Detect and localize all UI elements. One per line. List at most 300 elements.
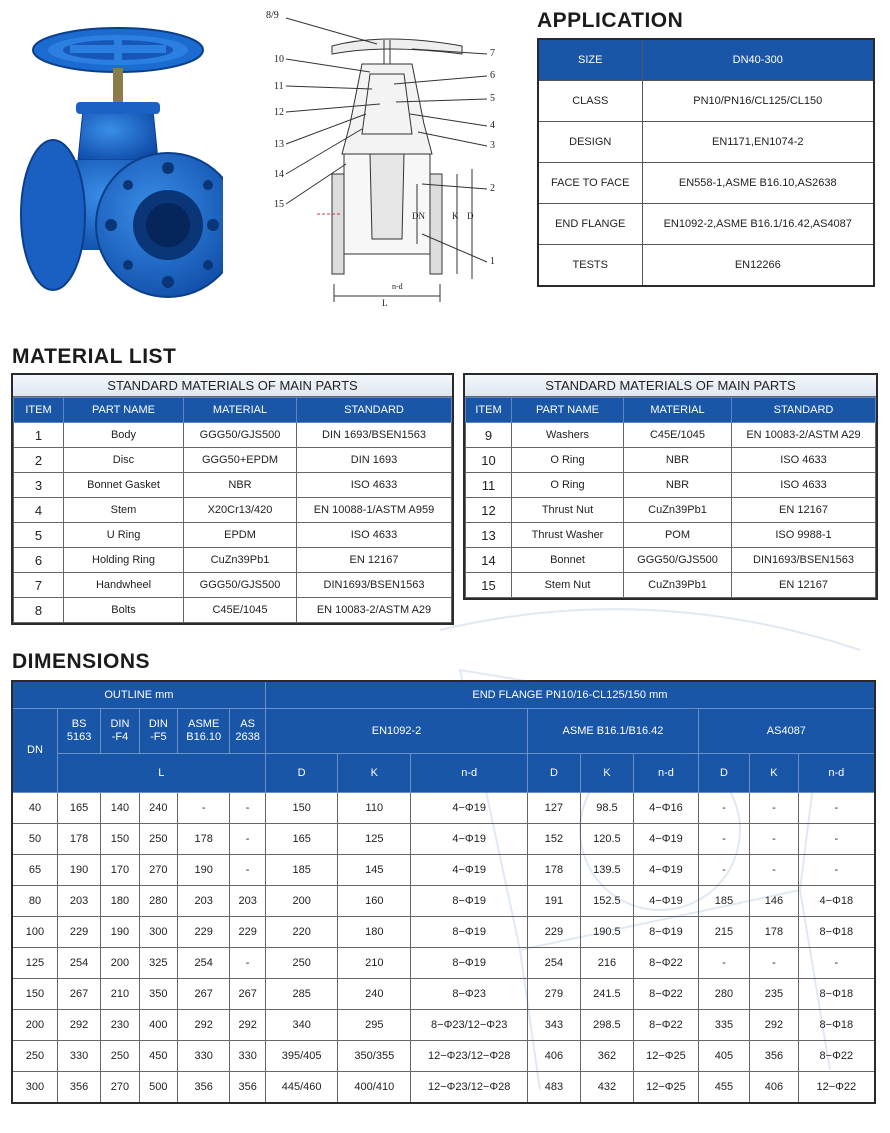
dimension-cell: 203 (177, 886, 229, 917)
material: EPDM (184, 523, 297, 548)
table-row (14, 573, 452, 598)
callout-10: 10 (274, 54, 284, 65)
table-row (14, 548, 452, 573)
application-heading: APPLICATION (537, 9, 684, 32)
dimension-cell: 12−Φ22 (798, 1072, 875, 1104)
dimension-cell: 8−Φ18 (798, 979, 875, 1010)
dimension-cell: - (230, 793, 265, 824)
dimension-cell: 250 (139, 824, 177, 855)
dimension-cell: 343 (528, 1010, 580, 1041)
material-col-header: PART NAME (512, 398, 624, 423)
dimension-cell: - (750, 824, 798, 855)
dimension-cell: 8−Φ19 (411, 886, 528, 917)
item-number: 3 (14, 473, 64, 498)
material: CuZn39Pb1 (624, 573, 732, 598)
din-f4-header: DIN -F4 (101, 709, 139, 754)
item-number: 12 (466, 498, 512, 523)
dimension-cell: 292 (230, 1010, 265, 1041)
application-table (537, 38, 875, 287)
part-name: Thrust Washer (512, 523, 624, 548)
dimension-cell: 230 (101, 1010, 139, 1041)
dimensions-heading: DIMENSIONS (12, 650, 151, 673)
dimension-cell: 254 (177, 948, 229, 979)
dimension-cell: 235 (750, 979, 798, 1010)
material: GGG50/GJS500 (184, 423, 297, 448)
dimension-cell: 152 (528, 824, 580, 855)
callout-14: 14 (274, 169, 284, 180)
end-flange-header: END FLANGE PN10/16-CL125/150 mm (265, 681, 875, 709)
dimension-cell: 8−Φ22 (798, 1041, 875, 1072)
material: CuZn39Pb1 (184, 548, 297, 573)
dimension-cell: 150 (12, 979, 57, 1010)
dimension-cell: 200 (12, 1010, 57, 1041)
dimension-cell: 356 (57, 1072, 100, 1104)
dimension-cell: 8−Φ19 (634, 917, 699, 948)
standard: EN 12167 (297, 548, 452, 573)
item-number: 8 (14, 598, 64, 623)
dimension-cell: - (698, 824, 749, 855)
dimension-cell: 50 (12, 824, 57, 855)
dimension-cell: - (798, 948, 875, 979)
dimension-cell: 395/405 (265, 1041, 338, 1072)
dimension-cell: 8−Φ18 (798, 1010, 875, 1041)
standard: DIN1693/BSEN1563 (297, 573, 452, 598)
material: NBR (624, 448, 732, 473)
dimension-cell: 4−Φ16 (634, 793, 699, 824)
standard: EN 12167 (732, 573, 876, 598)
dimension-cell: 241.5 (580, 979, 633, 1010)
dimension-cell: 8−Φ22 (634, 948, 699, 979)
dimension-cell: 229 (57, 917, 100, 948)
dimension-cell: 285 (265, 979, 338, 1010)
dimension-cell: 185 (265, 855, 338, 886)
callout-4: 4 (490, 120, 495, 131)
dimension-cell: 80 (12, 886, 57, 917)
dimension-cell: 190 (101, 917, 139, 948)
standard: ISO 4633 (732, 448, 876, 473)
dimension-cell: 8−Φ19 (411, 948, 528, 979)
dimension-cell: 160 (338, 886, 411, 917)
dimension-cell: 152.5 (580, 886, 633, 917)
dimension-cell: 170 (101, 855, 139, 886)
watermark-drawing (400, 590, 870, 1110)
dimension-cell: 254 (528, 948, 580, 979)
part-name: O Ring (512, 473, 624, 498)
callout-1: 1 (490, 256, 495, 267)
dimension-cell: 8−Φ18 (798, 917, 875, 948)
dimension-cell: - (230, 855, 265, 886)
dimension-cell: 203 (57, 886, 100, 917)
dimension-cell: 300 (12, 1072, 57, 1104)
table-row (14, 498, 452, 523)
application-row (538, 204, 874, 245)
dimension-cell: - (798, 824, 875, 855)
dimension-cell: 127 (528, 793, 580, 824)
dimension-cell: 406 (528, 1041, 580, 1072)
en1092-header: EN1092-2 (265, 709, 527, 754)
dim-d: D (467, 211, 474, 221)
dimension-cell: 4−Φ18 (798, 886, 875, 917)
dimension-cell: 4−Φ19 (634, 824, 699, 855)
dimension-cell: 12−Φ25 (634, 1041, 699, 1072)
dimension-cell: 210 (338, 948, 411, 979)
standard: EN 12167 (732, 498, 876, 523)
part-name: Thrust Nut (512, 498, 624, 523)
dimension-cell: 445/460 (265, 1072, 338, 1104)
dimension-cell: 350/355 (338, 1041, 411, 1072)
callout-5: 5 (490, 93, 495, 104)
material: GGG50/GJS500 (624, 548, 732, 573)
dimension-cell: 165 (57, 793, 100, 824)
dimension-cell: 200 (101, 948, 139, 979)
item-number: 7 (14, 573, 64, 598)
nd-header: n-d (411, 754, 528, 793)
part-name: Bonnet (512, 548, 624, 573)
dimension-cell: 210 (101, 979, 139, 1010)
dimension-cell: 300 (139, 917, 177, 948)
dimension-cell: - (750, 793, 798, 824)
part-name: Handwheel (64, 573, 184, 598)
material-table-title: STANDARD MATERIALS OF MAIN PARTS (465, 375, 876, 397)
dimension-cell: 340 (265, 1010, 338, 1041)
material-header-row (14, 398, 452, 423)
dimension-cell: 229 (177, 917, 229, 948)
dimension-cell: 140 (101, 793, 139, 824)
application-row (538, 245, 874, 287)
dimension-cell: 4−Φ19 (634, 855, 699, 886)
application-value: EN558-1,ASME B16.10,AS2638 (642, 163, 874, 204)
dimension-cell: 8−Φ23/12−Φ23 (411, 1010, 528, 1041)
dimension-cell: 178 (57, 824, 100, 855)
material-col-header: ITEM (466, 398, 512, 423)
table-row (466, 498, 876, 523)
dimension-cell: 12−Φ23/12−Φ28 (411, 1072, 528, 1104)
dimension-cell: 178 (177, 824, 229, 855)
asme-b16-1-header: ASME B16.1/B16.42 (528, 709, 699, 754)
sectional-drawing (262, 4, 507, 309)
callout-8-9: 8/9 (266, 10, 279, 21)
dimension-cell: 450 (139, 1041, 177, 1072)
material-col-header: PART NAME (64, 398, 184, 423)
dimension-cell: 12−Φ25 (634, 1072, 699, 1104)
table-row (14, 448, 452, 473)
dimension-cell: - (698, 855, 749, 886)
nd-header: n-d (634, 754, 699, 793)
valve-photo (8, 20, 223, 315)
dimension-cell: 146 (750, 886, 798, 917)
table-row (14, 523, 452, 548)
dim-l: L (382, 298, 388, 308)
application-value: EN1092-2,ASME B16.1/16.42,AS4087 (642, 204, 874, 245)
dimension-cell: 250 (101, 1041, 139, 1072)
dimension-cell: 185 (698, 886, 749, 917)
part-name: Washers (512, 423, 624, 448)
item-number: 2 (14, 448, 64, 473)
dimension-cell: 250 (265, 948, 338, 979)
dimension-cell: 8−Φ23 (411, 979, 528, 1010)
standard: ISO 9988-1 (732, 523, 876, 548)
l-header: L (57, 754, 265, 793)
dimension-cell: 178 (528, 855, 580, 886)
table-row (14, 598, 452, 623)
k-header: K (580, 754, 633, 793)
dimension-cell: 280 (698, 979, 749, 1010)
material-col-header: MATERIAL (624, 398, 732, 423)
material-list-heading: MATERIAL LIST (12, 345, 177, 368)
dimension-cell: 280 (139, 886, 177, 917)
material-col-header: MATERIAL (184, 398, 297, 423)
callout-12: 12 (274, 107, 284, 118)
dimension-cell: 165 (265, 824, 338, 855)
material: C45E/1045 (184, 598, 297, 623)
as4087-header: AS4087 (698, 709, 875, 754)
din-f5-header: DIN -F5 (139, 709, 177, 754)
dimension-cell: 203 (230, 886, 265, 917)
table-row (466, 423, 876, 448)
dimension-cell: 145 (338, 855, 411, 886)
callout-2: 2 (490, 183, 495, 194)
dimension-cell: 405 (698, 1041, 749, 1072)
standard: DIN1693/BSEN1563 (732, 548, 876, 573)
item-number: 1 (14, 423, 64, 448)
dimension-cell: 267 (177, 979, 229, 1010)
dimension-cell: 400 (139, 1010, 177, 1041)
standard: DIN 1693 (297, 448, 452, 473)
material: GGG50+EPDM (184, 448, 297, 473)
standard: DIN 1693/BSEN1563 (297, 423, 452, 448)
part-name: O Ring (512, 448, 624, 473)
material-col-header: STANDARD (297, 398, 452, 423)
standard: EN 10083-2/ASTM A29 (297, 598, 452, 623)
dimension-cell: 240 (338, 979, 411, 1010)
material: CuZn39Pb1 (624, 498, 732, 523)
item-number: 9 (466, 423, 512, 448)
dimension-cell: 4−Φ19 (411, 824, 528, 855)
dim-nd: n-d (392, 282, 403, 291)
d-header: D (528, 754, 580, 793)
table-row (14, 473, 452, 498)
dimension-cell: 267 (57, 979, 100, 1010)
material-table-left (11, 373, 454, 625)
dimension-cell: 330 (177, 1041, 229, 1072)
dimension-cell: 150 (265, 793, 338, 824)
dimension-cell: 125 (338, 824, 411, 855)
dim-dn: DN (412, 211, 425, 221)
dimension-cell: 455 (698, 1072, 749, 1104)
item-number: 14 (466, 548, 512, 573)
material-header-row (466, 398, 876, 423)
dimension-cell: - (750, 948, 798, 979)
table-row (14, 423, 452, 448)
dimension-cell: 110 (338, 793, 411, 824)
part-name: U Ring (64, 523, 184, 548)
part-name: Stem (64, 498, 184, 523)
application-value: EN1171,EN1074-2 (642, 122, 874, 163)
dimension-cell: 500 (139, 1072, 177, 1104)
dimension-cell: 8−Φ22 (634, 979, 699, 1010)
dimension-cell: 191 (528, 886, 580, 917)
dimension-cell: 139.5 (580, 855, 633, 886)
dimension-cell: 4−Φ19 (634, 886, 699, 917)
dimension-cell: 362 (580, 1041, 633, 1072)
dimension-cell: 292 (750, 1010, 798, 1041)
dimension-cell: 215 (698, 917, 749, 948)
dimension-cell: 200 (265, 886, 338, 917)
dimension-cell: 4−Φ19 (411, 855, 528, 886)
application-label: END FLANGE (538, 204, 642, 245)
standard: EN 10088-1/ASTM A959 (297, 498, 452, 523)
application-label: TESTS (538, 245, 642, 287)
part-name: Holding Ring (64, 548, 184, 573)
table-row (466, 523, 876, 548)
material: X20Cr13/420 (184, 498, 297, 523)
dimension-cell: 432 (580, 1072, 633, 1104)
item-number: 15 (466, 573, 512, 598)
standard: ISO 4633 (297, 523, 452, 548)
dimension-cell: 270 (139, 855, 177, 886)
dimension-cell: 120.5 (580, 824, 633, 855)
standard: ISO 4633 (297, 473, 452, 498)
dimension-cell: 292 (177, 1010, 229, 1041)
dimension-cell: 125 (12, 948, 57, 979)
dimension-cell: 295 (338, 1010, 411, 1041)
application-label: CLASS (538, 81, 642, 122)
dimension-cell: - (798, 855, 875, 886)
dimension-cell: 216 (580, 948, 633, 979)
k-header: K (338, 754, 411, 793)
dimension-cell: 483 (528, 1072, 580, 1104)
dimension-cell: 400/410 (338, 1072, 411, 1104)
dimension-cell: 356 (750, 1041, 798, 1072)
dimension-cell: 8−Φ22 (634, 1010, 699, 1041)
dimension-cell: 220 (265, 917, 338, 948)
dimension-cell: 270 (101, 1072, 139, 1104)
application-row (538, 163, 874, 204)
dimension-cell: 279 (528, 979, 580, 1010)
dimension-cell: - (698, 948, 749, 979)
dimension-cell: 298.5 (580, 1010, 633, 1041)
callout-15: 15 (274, 199, 284, 210)
asme-b16-10-header: ASME B16.10 (177, 709, 229, 754)
dimension-cell: 150 (101, 824, 139, 855)
outline-header: OUTLINE mm (12, 681, 265, 709)
standard: ISO 4633 (732, 473, 876, 498)
callout-3: 3 (490, 140, 495, 151)
dn-header: DN (12, 709, 57, 793)
dimension-cell: 356 (230, 1072, 265, 1104)
part-name: Bonnet Gasket (64, 473, 184, 498)
application-value: EN12266 (642, 245, 874, 287)
material-table-title: STANDARD MATERIALS OF MAIN PARTS (13, 375, 452, 397)
application-label: FACE TO FACE (538, 163, 642, 204)
table-row (466, 548, 876, 573)
application-value: PN10/PN16/CL125/CL150 (642, 81, 874, 122)
dimension-cell: 190.5 (580, 917, 633, 948)
material-col-header: ITEM (14, 398, 64, 423)
dimension-cell: 229 (230, 917, 265, 948)
part-name: Disc (64, 448, 184, 473)
part-name: Bolts (64, 598, 184, 623)
item-number: 5 (14, 523, 64, 548)
application-label: SIZE (538, 39, 642, 81)
d-header: D (698, 754, 749, 793)
dimension-cell: 330 (57, 1041, 100, 1072)
dimension-cell: - (177, 793, 229, 824)
d-header: D (265, 754, 338, 793)
dimension-cell: 180 (338, 917, 411, 948)
dimension-cell: 325 (139, 948, 177, 979)
dimension-cell: 267 (230, 979, 265, 1010)
material-table-right (463, 373, 878, 600)
callout-11: 11 (274, 81, 284, 92)
table-row (466, 473, 876, 498)
dim-k: K (452, 211, 459, 221)
application-row (538, 81, 874, 122)
dimension-cell: 180 (101, 886, 139, 917)
dimension-cell: 40 (12, 793, 57, 824)
item-number: 6 (14, 548, 64, 573)
dimension-cell: 190 (177, 855, 229, 886)
material: C45E/1045 (624, 423, 732, 448)
material-col-header: STANDARD (732, 398, 876, 423)
dimension-cell: 65 (12, 855, 57, 886)
dimension-cell: 4−Φ19 (411, 793, 528, 824)
dimension-cell: 350 (139, 979, 177, 1010)
dimension-cell: 12−Φ23/12−Φ28 (411, 1041, 528, 1072)
application-row (538, 39, 874, 81)
callout-13: 13 (274, 139, 284, 150)
item-number: 11 (466, 473, 512, 498)
dimension-cell: 330 (230, 1041, 265, 1072)
dimension-cell: - (230, 824, 265, 855)
as2638-header: AS 2638 (230, 709, 265, 754)
dimension-cell: 190 (57, 855, 100, 886)
dimension-cell: 356 (177, 1072, 229, 1104)
standard: EN 10083-2/ASTM A29 (732, 423, 876, 448)
dimension-cell: 178 (750, 917, 798, 948)
material: NBR (184, 473, 297, 498)
item-number: 13 (466, 523, 512, 548)
dimension-cell: 8−Φ19 (411, 917, 528, 948)
material: NBR (624, 473, 732, 498)
item-number: 4 (14, 498, 64, 523)
dimension-cell: 100 (12, 917, 57, 948)
application-label: DESIGN (538, 122, 642, 163)
dimension-cell: 292 (57, 1010, 100, 1041)
dimension-cell: 229 (528, 917, 580, 948)
dimension-cell: 250 (12, 1041, 57, 1072)
dimension-cell: 406 (750, 1072, 798, 1104)
callout-7: 7 (490, 48, 495, 59)
part-name: Body (64, 423, 184, 448)
callout-6: 6 (490, 70, 495, 81)
dimension-cell: 335 (698, 1010, 749, 1041)
table-row (466, 448, 876, 473)
dimension-cell: - (230, 948, 265, 979)
material: GGG50/GJS500 (184, 573, 297, 598)
dimension-cell: - (698, 793, 749, 824)
item-number: 10 (466, 448, 512, 473)
dimension-cell: 240 (139, 793, 177, 824)
material: POM (624, 523, 732, 548)
application-row (538, 122, 874, 163)
bs5163-header: BS 5163 (57, 709, 100, 754)
dimension-cell: - (750, 855, 798, 886)
k-header: K (750, 754, 798, 793)
dimension-cell: - (798, 793, 875, 824)
dimension-cell: 254 (57, 948, 100, 979)
part-name: Stem Nut (512, 573, 624, 598)
